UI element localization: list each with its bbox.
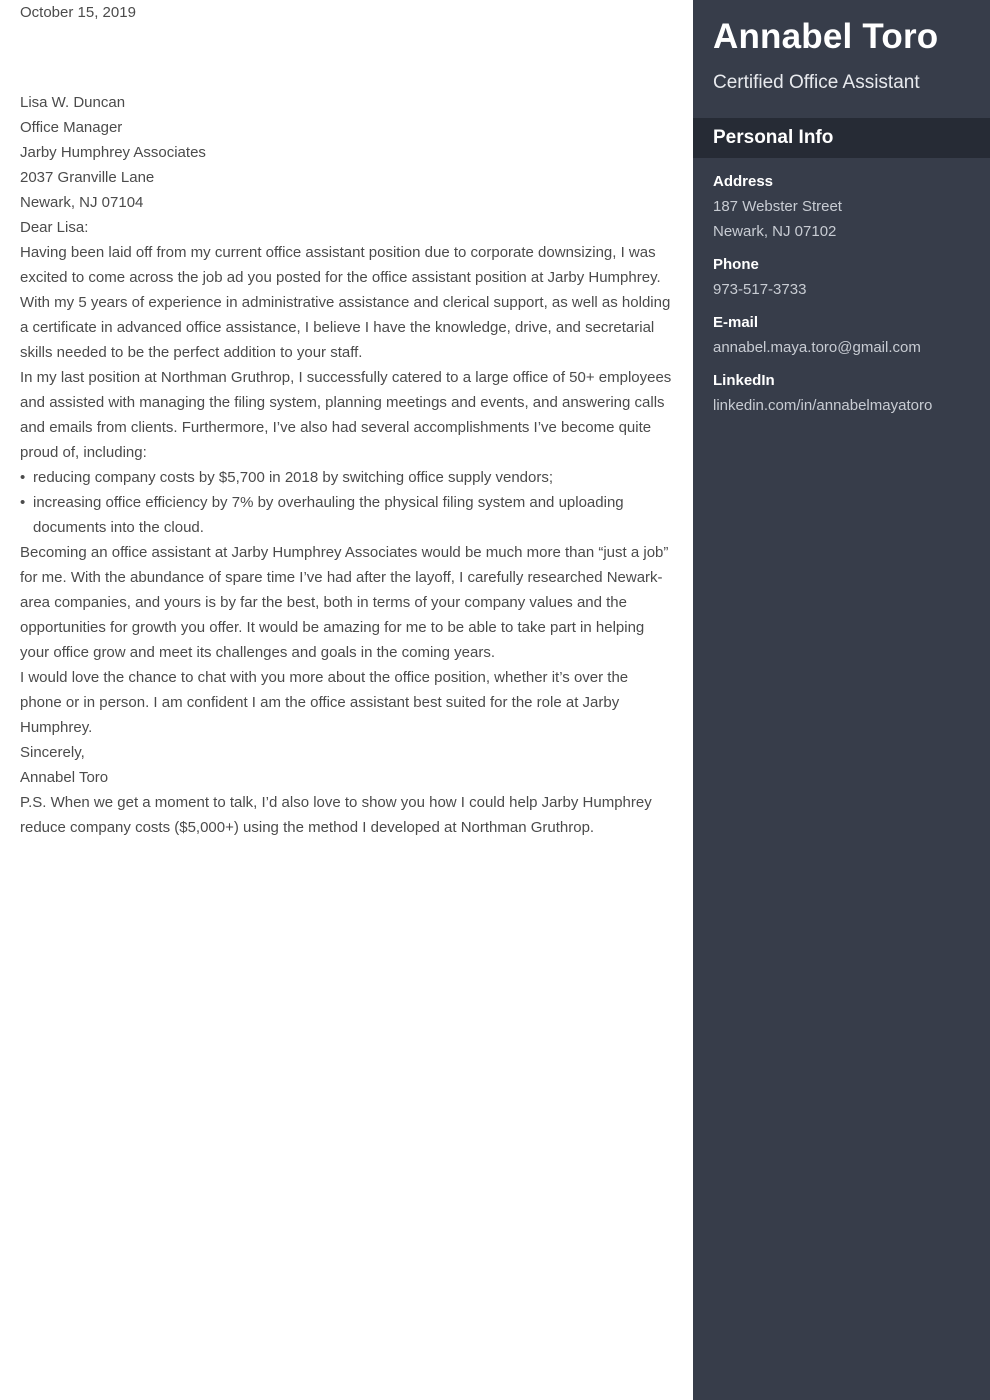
email-field — [713, 310, 970, 360]
email-address: annabel.maya.toro@gmail.com — [713, 339, 921, 356]
paragraph-intro: Having been laid off from my current office assistant position due to corporate downsizing, I was excited to come across the job ad you posted for the office assistant position at Jarby Humphrey. With my 5 years of experience in administrative assistance and clerical support, as well as holding a certificate in advanced office assistance, I believe I have the knowledge, drive, and secretarial skills needed to be the perfect addition to your staff. — [20, 244, 671, 361]
recipient-street: 2037 Granville Lane — [20, 169, 155, 186]
recipient-job-title: Office Manager — [20, 119, 123, 136]
personal-info-fields — [693, 158, 990, 418]
bullet-icon: • — [20, 469, 26, 486]
salutation: Dear Lisa: — [20, 219, 89, 236]
list-item — [20, 490, 673, 540]
postscript: P.S. When we get a moment to talk, I’d also love to show you how I could help Jarby Humphrey reduce company costs ($5,000+) using the method I developed at Northman Gruthrop. — [20, 794, 652, 836]
paragraph-call-to-action: I would love the chance to chat with you more about the office position, whether it’s over the phone or in person. I am confident I am the office assistant best suited for the role at Jarby Humphrey. — [20, 669, 629, 736]
recipient-block — [20, 90, 673, 215]
recipient-city: Newark, NJ 07104 — [20, 194, 144, 211]
address-label: Address — [713, 173, 774, 190]
applicant-job-title: Certified Office Assistant — [713, 72, 920, 93]
accomplishments-list — [20, 465, 673, 540]
bullet-text: increasing office efficiency by 7% by overhauling the physical filing system and uploading documents into the cloud. — [33, 494, 624, 536]
section-header-label: Personal Info — [713, 127, 834, 148]
address-field — [713, 169, 970, 244]
phone-field — [713, 252, 970, 302]
recipient-company: Jarby Humphrey Associates — [20, 144, 206, 161]
personal-info-sidebar — [693, 0, 990, 1400]
linkedin-field — [713, 368, 970, 418]
email-label: E-mail — [713, 314, 759, 331]
address-city: Newark, NJ 07102 — [713, 223, 837, 240]
personal-info-section-header — [693, 118, 990, 158]
closing: Sincerely, — [20, 744, 85, 761]
linkedin-label: LinkedIn — [713, 372, 775, 389]
recipient-name: Lisa W. Duncan — [20, 94, 126, 111]
bullet-text: reducing company costs by $5,700 in 2018 by switching office supply vendors; — [33, 469, 554, 486]
letter-body — [20, 0, 673, 840]
letter-date: October 15, 2019 — [20, 4, 136, 21]
applicant-name: Annabel Toro — [713, 17, 939, 56]
phone-label: Phone — [713, 256, 759, 273]
paragraph-motivation: Becoming an office assistant at Jarby Humphrey Associates would be much more than “just a job” for me. With the abundance of spare time I’ve had after the layoff, I carefully researched Newark-area companies, and yours is by far the best, both in terms of your company values and the opportunities for growth you offer. It would be amazing for me to be able to take part in helping your office grow and meet its challenges and goals in the coming years. — [20, 544, 669, 661]
linkedin-url: linkedin.com/in/annabelmayatoro — [713, 397, 933, 414]
paragraph-experience: In my last position at Northman Gruthrop, I successfully catered to a large office of 50+ employees and assisted with managing the filing system, planning meetings and events, and answering calls and emails from clients. Furthermore, I’ve also had several accomplishments I’ve become quite proud of, including: — [20, 369, 672, 461]
phone-number: 973-517-3733 — [713, 281, 807, 298]
bullet-icon: • — [20, 494, 26, 511]
list-item — [20, 465, 673, 490]
address-street: 187 Webster Street — [713, 198, 842, 215]
signature-name: Annabel Toro — [20, 769, 109, 786]
